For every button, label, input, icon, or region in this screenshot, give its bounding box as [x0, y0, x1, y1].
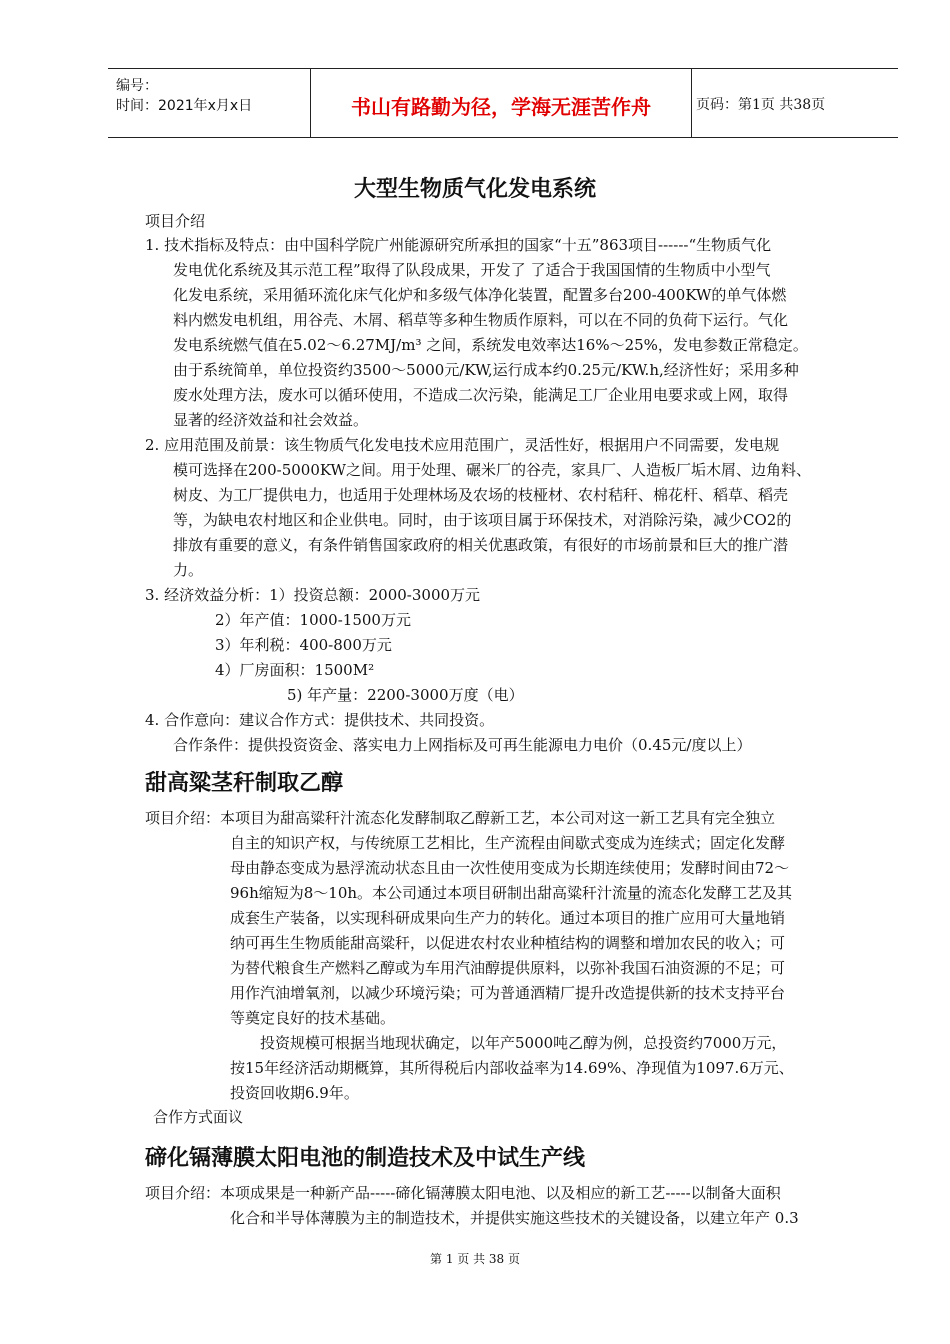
p3-line: 3）年利税：400-800万元	[215, 636, 392, 654]
p1-line: 显著的经济效益和社会效益。	[173, 411, 369, 429]
section2-title: 甜高粱茎秆制取乙醇	[145, 771, 344, 796]
p2-line: 树皮、为工厂提供电力，也适用于处理林场及农场的枝桠材、农村秸秆、棉花杆、稻草、稻壳	[173, 486, 789, 504]
motto-text: 书山有路勤为径，学海无涯苦作舟	[351, 95, 651, 119]
p1-line: 1. 技术指标及特点：由中国科学院广州能源研究所承担的国家“十五”863项目------“生物质气化	[145, 236, 772, 254]
number-label: 编号：	[116, 78, 158, 94]
s3p1-line: 化合和半导体薄膜为主的制造技术，并提供实施这些技术的关键设备，以建立年产 0.3	[230, 1209, 799, 1227]
s2p1-line: 项目介绍：本项目为甜高粱秆汁流态化发酵制取乙醇新工艺，本公司对这一新工艺具有完全独立	[145, 809, 776, 827]
p3-line: 2）年产值：1000-1500万元	[215, 611, 411, 629]
p1-line: 料内燃发电机组，用谷壳、木屑、稻草等多种生物质作原料，可以在不同的负荷下运行。气化	[173, 311, 789, 329]
s2p1-line: 为替代粮食生产燃料乙醇或为车用汽油醇提供原料，以弥补我国石油资源的不足；可	[230, 959, 786, 977]
p1-line: 发电系统燃气值在5.02～6.27MJ/m³ 之间，系统发电效率达16%～25%，发电参数正常稳定。	[173, 336, 808, 354]
p3-line: 3. 经济效益分析：1）投资总额：2000-3000万元	[145, 586, 481, 604]
s2p1-line: 纳可再生生物质能甜高粱秆，以促进农村农业种植结构的调整和增加农民的收入；可	[230, 934, 786, 952]
document-title: 大型生物质气化发电系统	[353, 177, 596, 202]
page-info: 页码：第1页 共38页	[696, 97, 826, 113]
s2p1-line: 用作汽油增氧剂，以减少环境污染；可为普通酒精厂提升改造提供新的技术支持平台	[230, 984, 786, 1002]
date-label: 时间：2021年x月x日	[116, 98, 253, 114]
s2p1-line: 自主的知识产权，与传统原工艺相比，生产流程由间歇式变成为连续式；固定化发酵	[230, 834, 786, 852]
s2p1-line: 成套生产装备，以实现科研成果向生产力的转化。通过本项目的推广应用可大量地销	[230, 909, 786, 927]
header-page-cell	[690, 69, 898, 137]
s2p1-line: 母由静态变成为悬浮流动状态且由一次性使用变成为长期连续使用；发酵时间由72～	[230, 859, 790, 877]
p1-line: 发电优化系统及其示范工程”取得了队段成果，开发了 了适合于我国国情的生物质中小型气	[173, 261, 771, 279]
s2-coop: 合作方式面议	[153, 1108, 244, 1126]
p1-line: 废水处理方法，废水可以循环使用，不造成二次污染，能满足工厂企业用电要求或上网，取得	[173, 386, 789, 404]
s3p1-line: 项目介绍：本项成果是一种新产品-----碲化镉薄膜太阳电池、以及相应的新工艺-----以制备大面积	[145, 1184, 781, 1202]
p3-line: 5) 年产量：2200-3000万度（电）	[287, 686, 524, 704]
p1-line: 由于系统简单，单位投资约3500～5000元/KW,运行成本约0.25元/KW.h,经济性好；采用多种	[173, 361, 799, 379]
header-meta	[108, 69, 310, 137]
p3-line: 4）厂房面积：1500M²	[215, 661, 375, 679]
p1-line: 化发电系统，采用循环流化床气化炉和多级气体净化装置，配置多台200-400KW的单气体燃	[173, 286, 787, 304]
p2-line: 2. 应用范围及前景：该生物质气化发电技术应用范围广，灵活性好，根据用户不同需要，发电规	[145, 436, 780, 454]
s2p2-line: 投资规模可根据当地现状确定，以年产5000吨乙醇为例，总投资约7000万元，	[260, 1034, 787, 1052]
section3-title: 碲化镉薄膜太阳电池的制造技术及中试生产线	[145, 1146, 586, 1171]
s2p2-line: 投资回收期6.9年。	[230, 1084, 359, 1102]
p2-line: 等，为缺电农村地区和企业供电。同时，由于该项目属于环保技术，对消除污染，减少CO2的	[173, 511, 792, 529]
page-footer: 第 1 页 共 38 页	[430, 1252, 520, 1266]
p2-line: 力。	[173, 561, 204, 579]
p2-line: 排放有重要的意义，有条件销售国家政府的相关优惠政策，有很好的市场前景和巨大的推广潜	[173, 536, 789, 554]
p2-line: 模可选择在200-5000KW之间。用于处理、碾米厂的谷壳，家具厂、人造板厂垢木屑、边角料、	[173, 461, 811, 479]
p4-line: 4. 合作意向：建议合作方式：提供技术、共同投资。	[145, 711, 495, 729]
page-header	[108, 68, 898, 138]
s2p1-line: 等奠定良好的技术基础。	[230, 1009, 396, 1027]
intro-label: 项目介绍	[145, 212, 206, 230]
header-motto-cell	[310, 69, 692, 137]
s2p2-line: 按15年经济活动期概算，其所得税后内部收益率为14.69%、净现值为1097.6万元、	[230, 1059, 794, 1077]
s2p1-line: 96h缩短为8～10h。本公司通过本项目研制出甜高粱秆汁流量的流态化发酵工艺及其	[230, 884, 793, 902]
p4-line: 合作条件：提供投资资金、落实电力上网指标及可再生能源电力电价（0.45元/度以上）	[173, 736, 752, 754]
